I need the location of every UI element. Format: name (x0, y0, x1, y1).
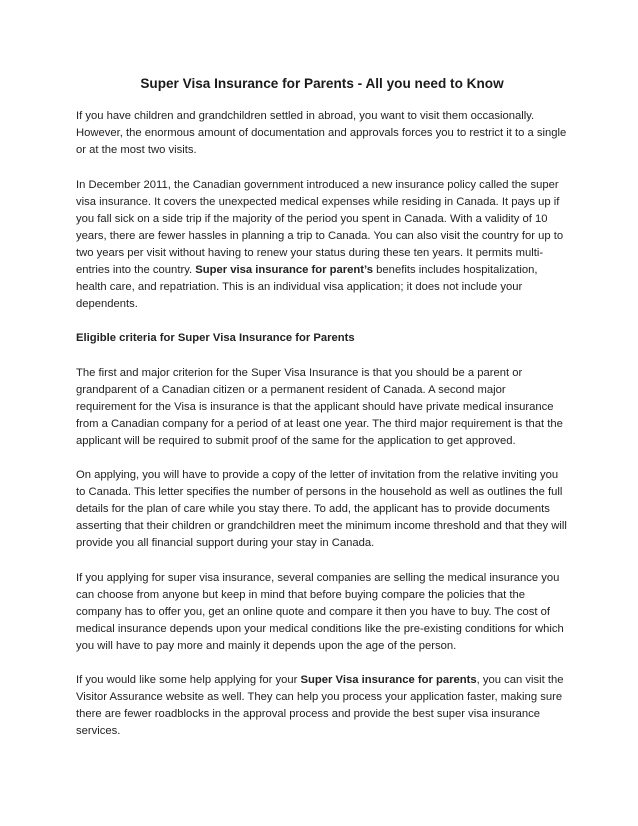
help-paragraph (76, 672, 568, 740)
criteria-paragraph: The first and major criterion for the Super Visa Insurance is that you should be a parent or grandparent of a Canadian citizen or a permanent resident of Canada. A second major requirement for the Visa is insurance is that the applicant should have private medical insurance from a Canadian company for a period of at least one year. The third major requirement is that the applicant will be required to submit proof of the same for the application to get approved. (76, 366, 563, 447)
history-text-start: In December 2011, the Canadian government introduced a new insurance policy called the super visa insurance. It covers the unexpected medical expenses while residing in Canada. It pays up if you fall sick on a side trip if the majority of the period you spent in Canada. With a validity of 10 years, there are fewer hassles in planning a trip to Canada. You can also visit the country for up to two years per visit without having to renew your status during these ten years. It permits multi-entries into the country. (76, 178, 564, 276)
document-title: Super Visa Insurance for Parents - All you need to Know (140, 76, 504, 91)
intro-paragraph: If you have children and grandchildren settled in abroad, you want to visit them occasionally. However, the enormous amount of documentation and approvals forces you to restrict it to a single or at the most two visits. (76, 110, 567, 156)
document-page (76, 76, 568, 758)
history-paragraph (76, 177, 568, 313)
help-text-start: If you would like some help applying for your (76, 674, 298, 686)
application-paragraph: On applying, you will have to provide a copy of the letter of invitation from the relative inviting you to Canada. This letter specifies the number of persons in the household as well as outlines the full details for the plan of care while you stay there. To add, the applicant has to provide documents asserting that their children or grandchildren meet the minimum income threshold and that they will provide you all financial support during your stay in Canada. (76, 469, 567, 549)
eligibility-heading: Eligible criteria for Super Visa Insurance for Parents (76, 332, 355, 344)
super-visa-parents-emphasis: Super visa insurance for parent’s (195, 263, 374, 276)
history-text-end: benefits includes hospitalization, health care, and repatriation. This is an individual visa application; it does not include your dependents. (76, 263, 538, 310)
companies-paragraph: If you applying for super visa insurance, several companies are selling the medical insurance you can choose from anyone but keep in mind that before buying compare the policies that the company has to offer you, get an online quote and compare it then you have to buy. The cost of medical insurance depends upon your medical conditions like the pre-existing conditions for which you will have to pay more and mainly it depends upon the age of the person. (76, 571, 564, 652)
super-visa-link-emphasis: Super Visa insurance for parents (300, 674, 477, 686)
help-text-end: , you can visit the Visitor Assurance website as well. They can help you process your application faster, making sure there are fewer roadblocks in the approval process and provide the best super visa insurance services. (76, 674, 564, 737)
